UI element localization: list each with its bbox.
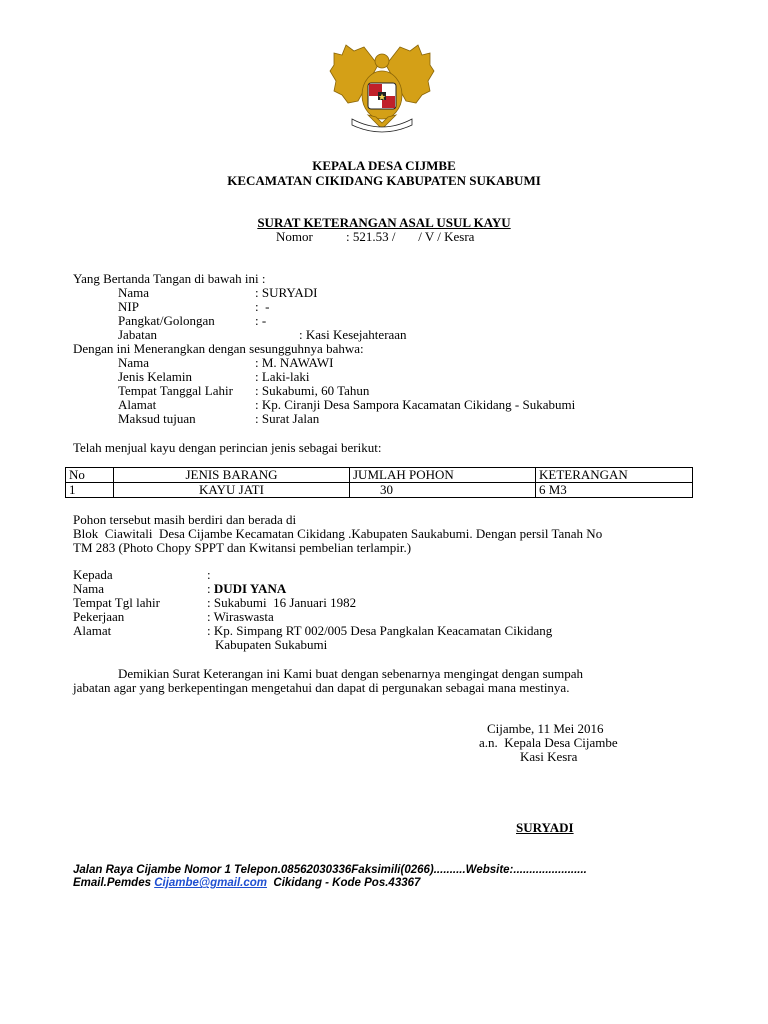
subject-value: : Sukabumi, 60 Tahun (255, 383, 370, 398)
garuda-emblem (328, 43, 436, 135)
signer-value: : SURYADI (255, 285, 318, 300)
table-row (66, 483, 693, 498)
recipient-value: Kabupaten Sukabumi (215, 637, 328, 652)
closing-line: jabatan agar yang berkepentingan mengetahui dan dapat di pergunakan sebagai mana mestinya. (73, 680, 570, 695)
header-line1: KEPALA DESA CIJMBE (312, 158, 456, 173)
sold-text: Telah menjual kayu dengan perincian jenis sebagai berikut: (73, 440, 382, 455)
table-header: No (66, 468, 114, 483)
recipient-value: : Kp. Simpang RT 002/005 Desa Pangkalan Keacamatan Cikidang (207, 623, 553, 638)
footer-address: Jalan Raya Cijambe Nomor 1 Telepon.08562030336Faksimili(0266)..........Website:....................... (73, 864, 587, 876)
table-cell: 6 M3 (536, 483, 693, 498)
signature-position: Kasi Kesra (520, 749, 578, 764)
subject-label: Maksud tujuan (118, 411, 196, 426)
signer-intro: Yang Bertanda Tangan di bawah ini : (73, 271, 266, 286)
location-line: Pohon tersebut masih berdiri dan berada di (73, 512, 297, 527)
recipient-label: Tempat Tgl lahir (73, 595, 160, 610)
signature-name: SURYADI (516, 820, 574, 835)
table-header: KETERANGAN (536, 468, 693, 483)
recipient-name (207, 582, 286, 596)
signer-label: Jabatan (118, 327, 157, 342)
footer-contact (73, 876, 420, 890)
signer-value: : Kasi Kesejahteraan (299, 327, 407, 342)
table-cell: KAYU JATI (114, 483, 350, 498)
recipient-label: Alamat (73, 623, 112, 638)
subject-value: : M. NAWAWI (255, 355, 334, 370)
recipient-value: : Wiraswasta (207, 609, 274, 624)
signer-label: Nama (118, 285, 150, 300)
subject-intro: Dengan ini Menerangkan dengan sesungguhnya bahwa: (73, 341, 364, 356)
subject-value: : Laki-laki (255, 369, 310, 384)
signature-place-date: Cijambe, 11 Mei 2016 (487, 721, 604, 736)
subject-label: Nama (118, 355, 150, 370)
signer-label: Pangkat/Golongan (118, 313, 215, 328)
table-cell: 30 (350, 483, 536, 498)
table-header: JENIS BARANG (114, 468, 350, 483)
table-cell: 1 (66, 483, 114, 498)
nomor-label: Nomor (276, 229, 313, 244)
footer-email-link[interactable]: Cijambe@gmail.com (154, 877, 268, 889)
table-header: JUMLAH POHON (350, 468, 536, 483)
items-table (65, 467, 693, 498)
subject-label: Jenis Kelamin (118, 369, 193, 384)
location-line: Blok Ciawitali Desa Cijambe Kecamatan Cikidang .Kabupaten Saukabumi. Dengan persil Tanah No (73, 526, 603, 541)
table-header-row (66, 468, 693, 483)
closing-line: Demikian Surat Keterangan ini Kami buat dengan sebenarnya mengingat dengan sumpah (118, 666, 583, 681)
signer-value: : - (255, 313, 267, 328)
recipient-label: Pekerjaan (73, 609, 125, 624)
subject-value: : Kp. Ciranji Desa Sampora Kacamatan Cikidang - Sukabumi (255, 397, 576, 412)
recipient-value: : (207, 567, 211, 582)
recipient-colon: : (207, 581, 214, 596)
subject-label: Alamat (118, 397, 157, 412)
recipient-value: : Sukabumi 16 Januari 1982 (207, 595, 357, 610)
document-title: SURAT KETERANGAN ASAL USUL KAYU (257, 215, 511, 230)
nomor-value: : 521.53 / / V / Kesra (346, 229, 475, 244)
recipient-label: Kepada (73, 567, 113, 582)
header-line2: KECAMATAN CIKIDANG KABUPATEN SUKABUMI (227, 173, 541, 188)
recipient-label: Nama (73, 581, 105, 596)
subject-label: Tempat Tanggal Lahir (118, 383, 233, 398)
subject-value: : Surat Jalan (255, 411, 320, 426)
footer-postal: Cikidang - Kode Pos.43367 (267, 877, 421, 889)
footer-email-prefix: Email.Pemdes (73, 877, 155, 889)
location-line: TM 283 (Photo Chopy SPPT dan Kwitansi pembelian terlampir.) (73, 540, 412, 555)
recipient-name-value: DUDI YANA (213, 581, 287, 596)
signer-value: : - (255, 299, 270, 314)
signer-label: NIP (118, 299, 139, 314)
signature-on-behalf: a.n. Kepala Desa Cijambe (479, 735, 618, 750)
